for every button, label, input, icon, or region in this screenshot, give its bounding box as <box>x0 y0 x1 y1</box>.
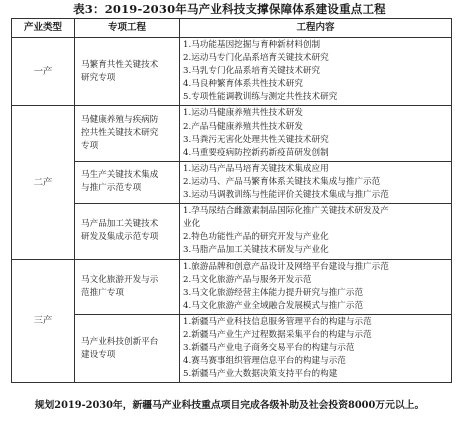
header-project: 专项工程 <box>75 19 180 38</box>
project-name-line: 建设专项 <box>81 349 116 360</box>
content-item: 1.运动马产品马培育关键技术集成应用 <box>183 163 329 174</box>
content-item: 2.产品马健康养殖共性技术研发 <box>183 121 303 132</box>
content-item: 2.特色功能性产品的研究开发与产业化 <box>183 232 329 243</box>
table-header-row <box>12 19 452 38</box>
table-row <box>12 259 452 314</box>
project-name <box>75 161 180 203</box>
content-item: 1.运动马健康养殖共性技术研发 <box>183 108 303 119</box>
project-content <box>180 204 452 259</box>
content-item: 4.马重要疫病防控新药新疫苗研发创制 <box>183 147 329 158</box>
key-projects-table <box>11 18 452 383</box>
content-item: 3.马粪污无害化处理共性关键技术研究 <box>183 134 329 145</box>
project-name-line: 马生产关键技术集成 <box>81 170 159 181</box>
project-name <box>75 204 180 259</box>
project-name-line: 范推广专项 <box>81 287 124 298</box>
content-item: 3.马脂产品加工关键技术研发与产业化 <box>183 245 329 256</box>
project-name-line: 专项 <box>81 141 99 152</box>
table-body <box>12 38 452 383</box>
project-name-line: 马繁育共性关键技术 <box>81 59 159 70</box>
content-item: 1.马功能基因挖掘与育种新材料创制 <box>183 40 321 50</box>
content-item: 1.孕马尿结合雌激素制品国际化推广关键技术研发及产 <box>183 206 389 217</box>
header-content: 工程内容 <box>180 19 452 38</box>
content-item: 3.运动马调教训练与性能评价关键技术集成与推广示范 <box>183 190 389 201</box>
project-content <box>180 161 452 203</box>
content-item: 4.马良种繁育体系共性技术研究 <box>183 79 303 90</box>
content-item: 3.马乳专门化品系培育关键技术研究 <box>183 66 321 77</box>
table-row <box>12 38 452 106</box>
industry-type-tertiary: 三产 <box>12 259 75 383</box>
content-item: 5.新疆马产业大数据决策支持平台的构建 <box>183 369 338 380</box>
project-name <box>75 314 180 382</box>
header-type: 产业类型 <box>12 19 75 38</box>
project-content <box>180 314 452 382</box>
project-name <box>75 106 180 161</box>
content-item: 2.马文化旅游产品与服务开发示范 <box>183 274 312 285</box>
project-name-line: 马产品加工关键技术 <box>81 219 159 230</box>
industry-type-primary: 一产 <box>12 38 75 106</box>
project-name-line: 与推广示范专项 <box>81 183 142 194</box>
content-item: 2.运动马、产品马繁育体系关键技术集成与推广示范 <box>183 176 381 187</box>
project-name-line: 研究专项 <box>81 72 116 83</box>
table-row <box>12 161 452 203</box>
content-item: 4.赛马赛事组织管理信息平台的构建与示范 <box>183 356 346 367</box>
project-name-line: 控共性关键技术研究 <box>81 128 159 139</box>
content-item: 3.新疆马产业电子商务交易平台的构建与示范 <box>183 343 355 354</box>
content-item: 2.新疆马产业生产过程数据采集平台的构建与示范 <box>183 329 372 340</box>
project-name <box>75 259 180 314</box>
content-item: 1.旅游品牌和创意产品设计及网络平台建设与推广示范 <box>183 261 389 272</box>
project-name-line: 马产业科技创新平台 <box>81 336 159 347</box>
project-name <box>75 38 180 106</box>
table-title: 表3：2019-2030年马产业科技支撑保障体系建设重点工程 <box>73 2 386 16</box>
content-item: 业化 <box>183 219 201 230</box>
table-row <box>12 314 452 382</box>
content-item: 2.运动马专门化品系培育关键技术研究 <box>183 53 329 64</box>
project-content <box>180 38 452 106</box>
industry-type-secondary: 二产 <box>12 106 75 259</box>
content-item: 4.马文化旅游产业全域融合发展模式与推广示范 <box>183 300 364 311</box>
project-name-line: 马健康养殖与疾病防 <box>81 115 159 126</box>
content-item: 5.专项性能调教训练与测定共性技术研究 <box>183 92 338 103</box>
content-item: 1.新疆马产业科技信息服务管理平台的构建与示范 <box>183 316 372 327</box>
project-content <box>180 259 452 314</box>
project-content <box>180 106 452 161</box>
investment-summary: 规划2019-2030年，新疆马产业科技重点项目完成各级补助及社会投资8000万元以上。 <box>34 400 425 411</box>
table-row <box>12 204 452 259</box>
project-name-line: 研发及集成示范专项 <box>81 232 159 243</box>
content-item: 3.马文化旅游经营主体能力提升研究与推广示范 <box>183 287 364 298</box>
project-name-line: 马文化旅游开发与示 <box>81 274 159 285</box>
table-row <box>12 106 452 161</box>
